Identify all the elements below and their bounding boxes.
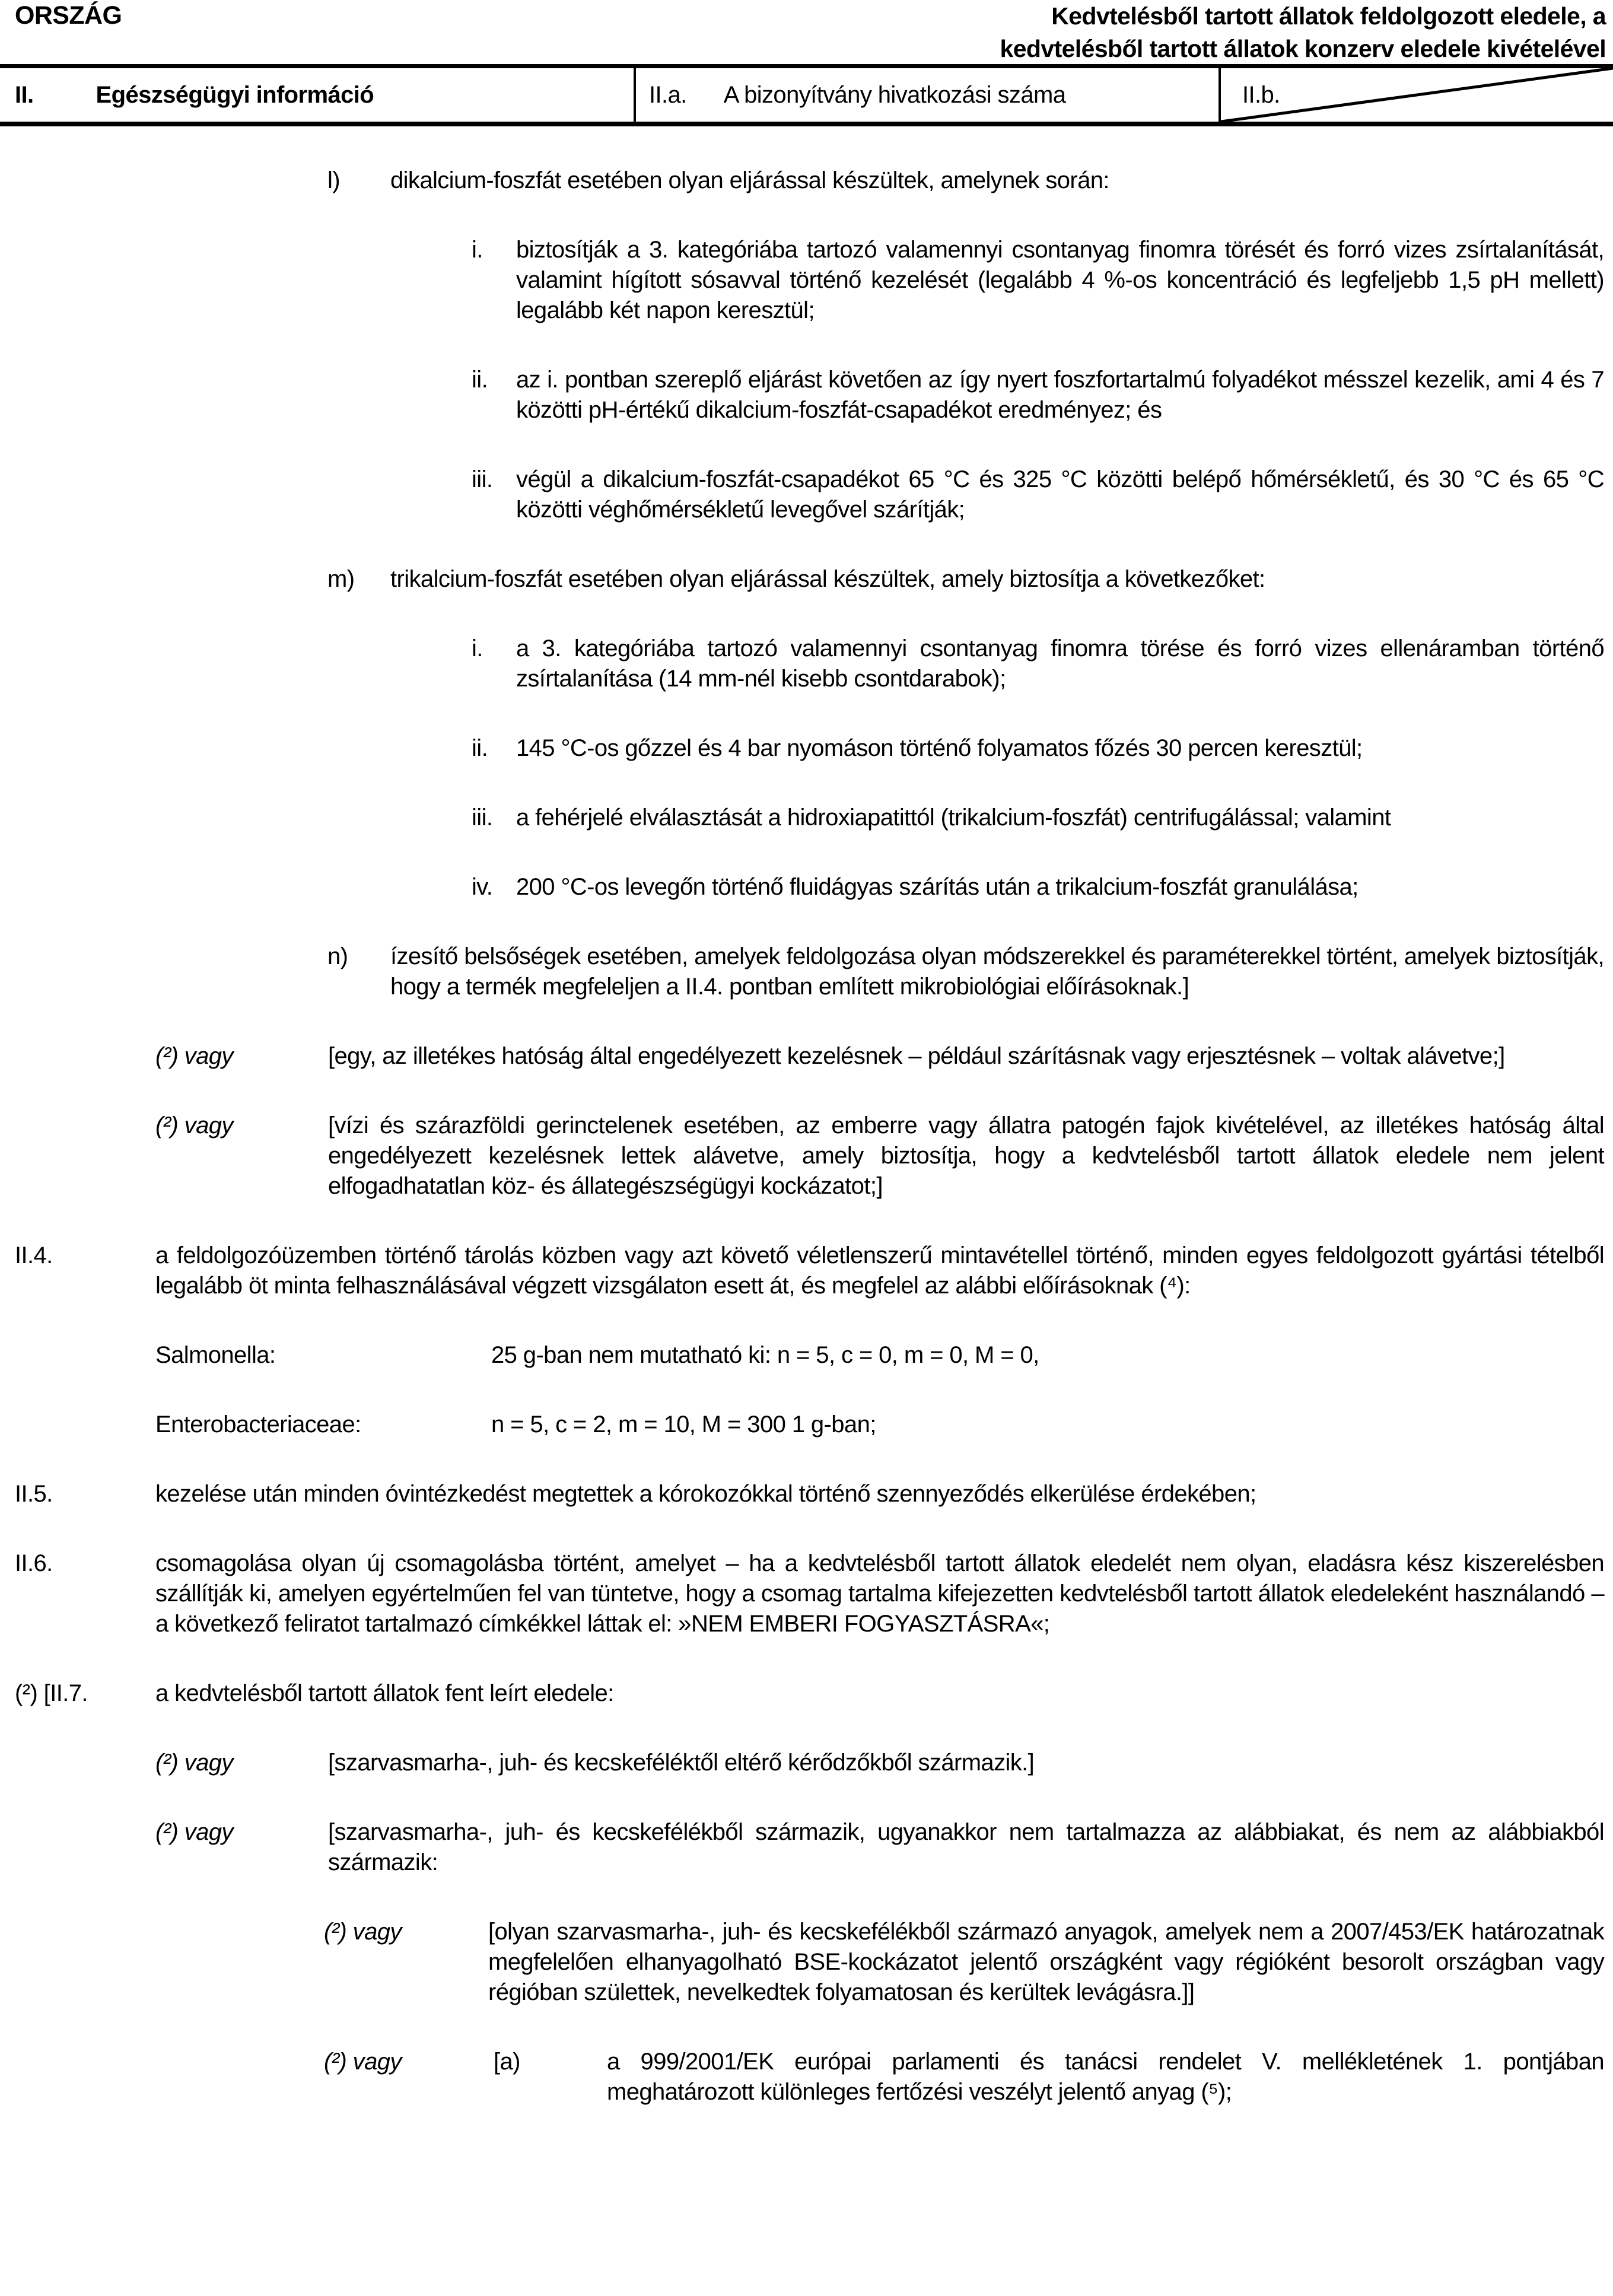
document-title-line2: kedvtelésből tartott állatok konzerv eledele kivételével	[1000, 35, 1606, 62]
list-item	[0, 235, 1613, 326]
item-marker: i.	[472, 237, 483, 263]
item-text: csomagolása olyan új csomagolásba történt, amelyet – ha a kedvtelésből tartott állatok eledelét nem olyan, eladásra kész kiszerelésben szállítják ki, amelyen egyértelműen fel van tüntetve, hogy a csomag tartalma kifejezetten kedvtelésből tartott állatok eledeleként használandó – a következő feliratot tartalmazó címkékkel láttak el: »NEM EMBERI FOGYASZTÁSRA«;	[155, 1550, 1604, 1637]
list-item	[0, 1111, 1613, 1201]
item-marker: ii.	[472, 735, 488, 761]
item-text: ízesítő belsőségek esetében, amelyek feldolgozása olyan módszerekkel és paraméterekkel történt, amelyek biztosítják, hogy a termék megfeleljen a II.4. pontban említett mikrobiológiai előírásoknak.]	[390, 943, 1604, 1000]
health-information-label: Egészségügyi információ	[96, 81, 374, 108]
list-item	[0, 365, 1613, 425]
diagonal-strikethrough-line	[1221, 68, 1613, 122]
certificate-reference-number: II.a.	[649, 81, 687, 108]
item-text: [vízi és szárazföldi gerinctelenek esetében, az emberre vagy állatra patogén fajok kivételével, az illetékes hatóság által engedélyezett kezelésnek lettek alávetve, amely biztosítja, hogy a kedvtelésből tartott állatok eledele nem jelent elfogadhatatlan köz- és állategészségügyi kockázatot;]	[328, 1112, 1604, 1199]
list-item	[0, 564, 1613, 594]
body-content	[0, 166, 1613, 2107]
item-text: a kedvtelésből tartott állatok fent leírt eledele:	[155, 1680, 614, 1706]
section-item	[0, 1548, 1613, 1639]
item-label: II.4.	[15, 1242, 53, 1268]
item-text: trikalcium-foszfát esetében olyan eljárással készültek, amely biztosítja a következőket:	[390, 566, 1265, 592]
list-item	[0, 942, 1613, 1002]
list-item	[0, 733, 1613, 764]
item-marker: (²) vagy	[155, 1750, 233, 1776]
item-marker: l)	[327, 167, 341, 193]
item-text: végül a dikalcium-foszfát-csapadékot 65 °C és 325 °C közötti belépő hőmérsékletű, és 30 °C és 65 °C közötti véghőmérsékletű levegővel szárítják;	[516, 466, 1604, 523]
list-item	[0, 803, 1613, 833]
item-marker: iii.	[472, 804, 493, 831]
certificate-reference-cell	[634, 68, 1219, 122]
item-text: a feldolgozóüzemben történő tárolás közben vagy azt követő véletlenszerű mintavétellel történő, minden egyes feldolgozott gyártási tételből legalább öt minta felhasználásával végzett vizsgálaton esett át, és megfelel az alábbi előírásoknak (⁴):	[155, 1242, 1604, 1299]
item-marker: i.	[472, 635, 483, 662]
item-marker: ii.	[472, 367, 488, 393]
certificate-reference-label: A bizonyítvány hivatkozási száma	[723, 81, 1066, 108]
list-item	[0, 1917, 1613, 2008]
section-item	[0, 1241, 1613, 1301]
document-title	[568, 0, 1606, 65]
item-text: [szarvasmarha-, juh- és kecskeféléktől eltérő kérődzőkből származik.]	[328, 1750, 1035, 1776]
item-marker: n)	[327, 943, 348, 969]
section-number: II.	[15, 81, 34, 108]
item-text: 145 °C-os gőzzel és 4 bar nyomáson történő folyamatos főzés 30 percen keresztül;	[516, 735, 1363, 761]
section-item	[0, 1479, 1613, 1509]
item-text: a fehérjelé elválasztását a hidroxiapatittól (trikalcium-foszfát) centrifugálással; valamint	[516, 804, 1391, 831]
item-label: II.5.	[15, 1481, 53, 1507]
list-item	[0, 1041, 1613, 1071]
criteria-row	[0, 1340, 1613, 1370]
item-text: a 3. kategóriába tartozó valamennyi csontanyag finomra törése és forró vizes ellenáramban történő zsírtalanítása (14 mm-nél kisebb csontdarabok);	[516, 635, 1604, 692]
document-title-line1: Kedvtelésből tartott állatok feldolgozott eledele, a	[1051, 2, 1606, 30]
local-reference-cell	[1219, 68, 1613, 122]
item-marker: iii.	[472, 466, 493, 492]
list-item	[0, 1817, 1613, 1878]
item-text: kezelése után minden óvintézkedést megtettek a kórokozókkal történő szennyeződés elkerülése érdekében;	[155, 1481, 1256, 1507]
item-text: az i. pontban szereplő eljárást követően az így nyert foszfortartalmú folyadékot mésszel kezelik, ami 4 és 7 közötti pH-értékű dikalcium-foszfát-csapadékot eredményez; és	[516, 367, 1604, 423]
item-marker: (²) vagy	[324, 1919, 402, 1945]
item-text: 25 g-ban nem mutatható ki: n = 5, c = 0, m = 0, M = 0,	[491, 1342, 1039, 1368]
item-label: Enterobacteriaceae:	[155, 1411, 361, 1438]
item-label: (²) [II.7.	[15, 1680, 88, 1706]
list-item	[0, 465, 1613, 525]
item-text: dikalcium-foszfát esetében olyan eljárással készültek, amelynek során:	[390, 167, 1109, 193]
item-text: [szarvasmarha-, juh- és kecskefélékből származik, ugyanakkor nem tartalmazza az alábbiakat, és nem az alábbiakból származik:	[328, 1819, 1604, 1875]
item-label: Salmonella:	[155, 1342, 276, 1368]
item-marker: (²) vagy	[324, 2049, 402, 2075]
item-label: II.6.	[15, 1550, 53, 1576]
list-item	[0, 634, 1613, 694]
list-item	[0, 872, 1613, 902]
item-text: [olyan szarvasmarha-, juh- és kecskefélékből származó anyagok, amelyek nem a 2007/453/EK határozatnak megfelelően elhanyagolható BSE-kockázatot jelentő országként vagy régióként besorolt országban vagy régióban születtek, nevelkedtek folyamatosan és kerültek levágásra.]]	[488, 1919, 1604, 2005]
item-marker: (²) vagy	[155, 1819, 233, 1845]
health-information-cell	[0, 68, 634, 122]
item-text: a 999/2001/EK európai parlamenti és tanácsi rendelet V. mellékletének 1. pontjában meghatározott különleges fertőzési veszélyt jelentő anyag (⁵);	[607, 2049, 1604, 2105]
criteria-row	[0, 1410, 1613, 1440]
item-text: 200 °C-os levegőn történő fluidágyas szárítás után a trikalcium-foszfát granulálása;	[516, 874, 1359, 900]
info-bar	[0, 64, 1613, 126]
section-item	[0, 1678, 1613, 1709]
item-text: [egy, az illetékes hatóság által engedélyezett kezelésnek – például szárításnak vagy erjesztésnek – voltak alávetve;]	[328, 1043, 1505, 1069]
item-text: n = 5, c = 2, m = 10, M = 300 1 g-ban;	[491, 1411, 876, 1438]
country-label: ORSZÁG	[15, 1, 122, 30]
item-marker: (²) vagy	[155, 1112, 233, 1139]
item-marker: iv.	[472, 874, 493, 900]
item-text: biztosítják a 3. kategóriába tartozó valamennyi csontanyag finomra törését és forró vizes zsírtalanítását, valamint hígított sósavval történő kezelését (legalább 4 %-os koncentráció és legfeljebb 1,5 pH mellett) legalább két napon keresztül;	[516, 237, 1604, 323]
list-item	[0, 1748, 1613, 1778]
list-item	[0, 166, 1613, 196]
page-header	[0, 0, 1613, 64]
item-marker: m)	[327, 566, 355, 592]
item-submarker: [a)	[494, 2049, 520, 2075]
item-marker: (²) vagy	[155, 1043, 233, 1069]
list-item	[0, 2047, 1613, 2107]
local-reference-number: II.b.	[1242, 81, 1280, 108]
